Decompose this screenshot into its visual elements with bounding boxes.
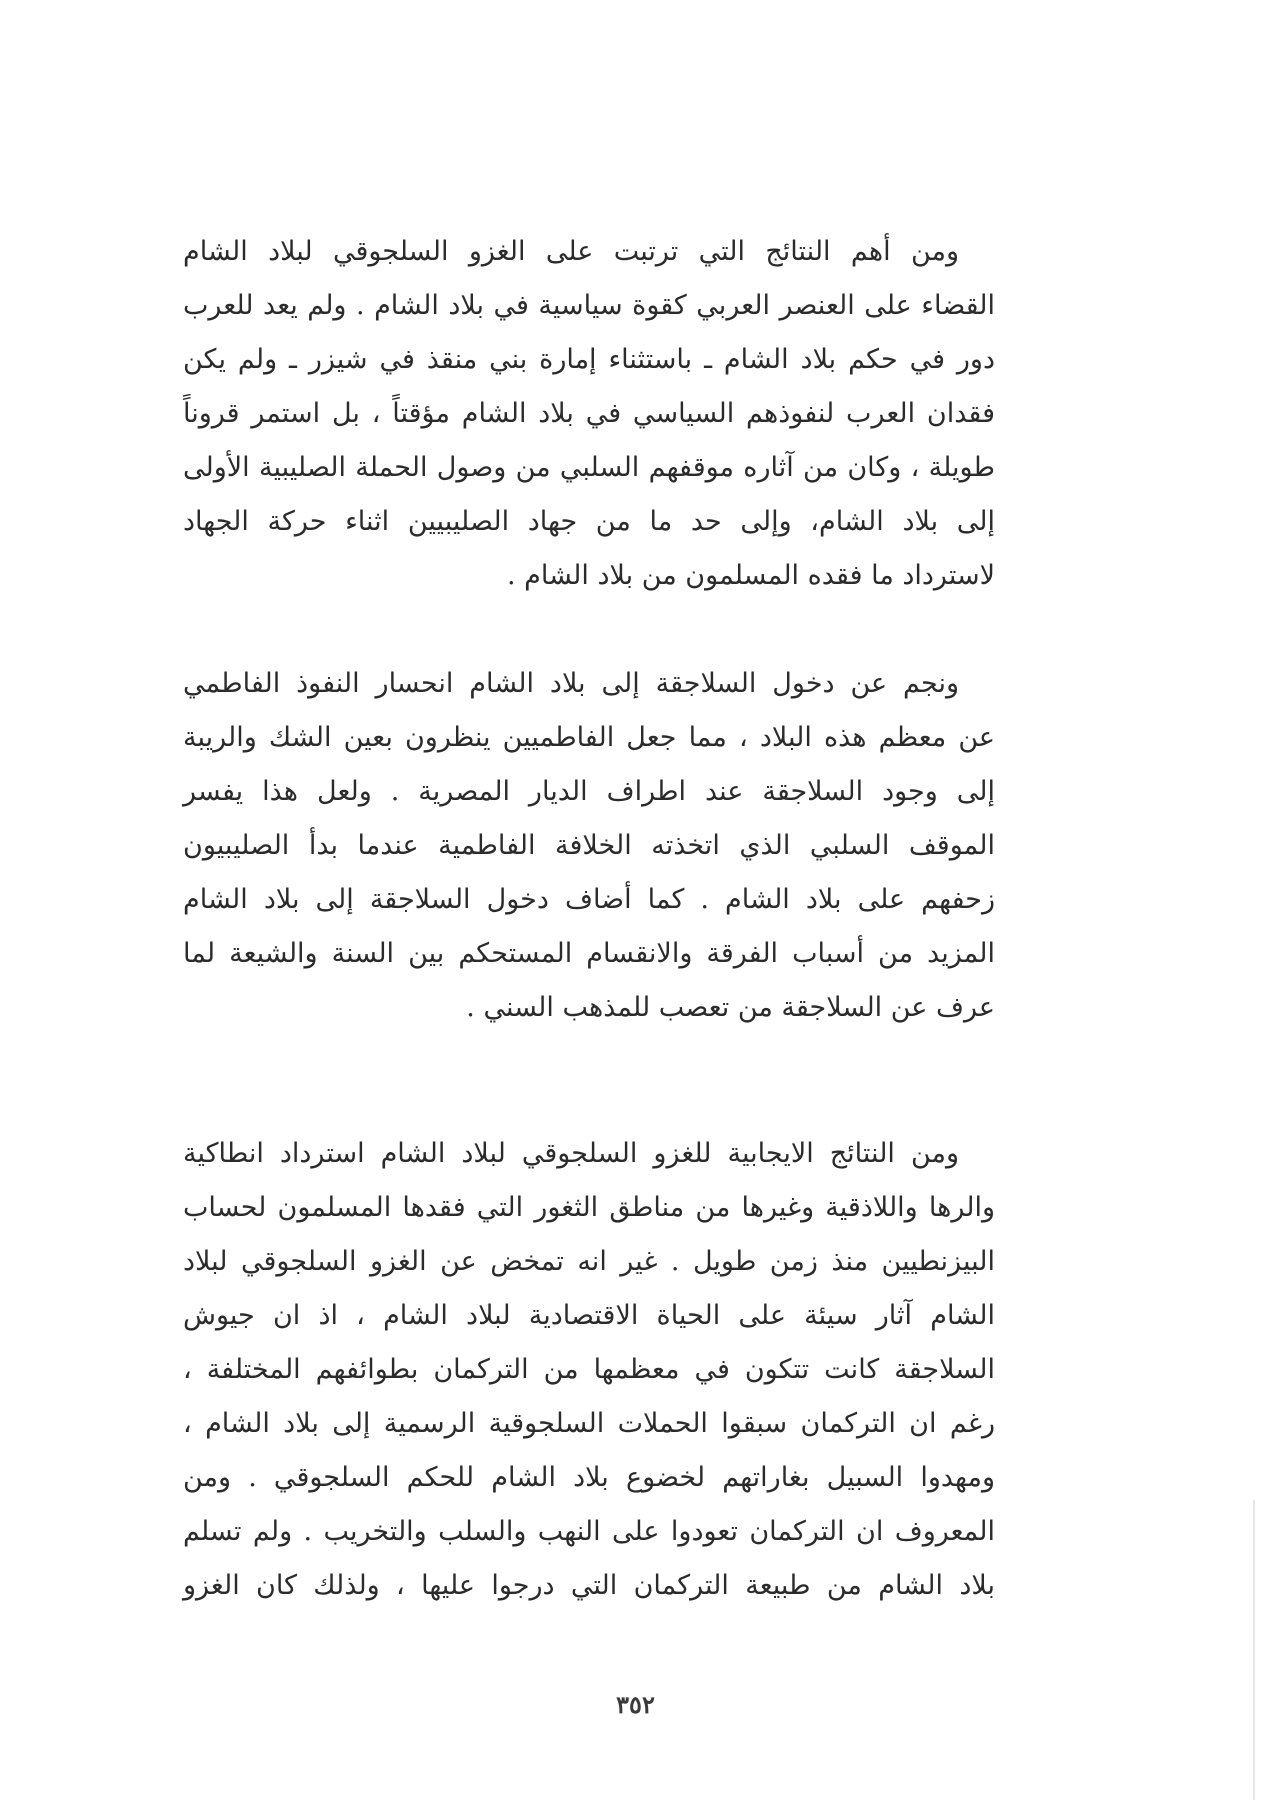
- text-line: الموقف السلبي الذي اتخذته الخلافة الفاطمية عندما بدأ الصليبيون: [183, 830, 995, 861]
- text-line: إلى وجود السلاجقة عند اطراف الديار المصرية . ولعل هذا يفسر: [183, 776, 995, 807]
- text-line: ونجم عن دخول السلاجقة إلى بلاد الشام انحسار النفوذ الفاطمي: [183, 668, 959, 699]
- text-line: رغم ان التركمان سبقوا الحملات السلجوقية الرسمية إلى بلاد الشام ،: [183, 1408, 995, 1439]
- text-line: والرها واللاذقية وغيرها من مناطق الثغور التي فقدها المسلمون لحساب: [183, 1192, 995, 1223]
- text-line: السلاجقة كانت تتكون في معظمها من التركمان بطوائفهم المختلفة ،: [183, 1354, 995, 1385]
- page-number: ٣٥٢: [616, 1690, 655, 1719]
- text-line: عرف عن السلاجقة من تعصب للمذهب السني .: [466, 992, 995, 1023]
- text-line: ومهدوا السبيل بغاراتهم لخضوع بلاد الشام للحكم السلجوقي . ومن: [183, 1462, 995, 1493]
- text-line: زحفهم على بلاد الشام . كما أضاف دخول السلاجقة إلى بلاد الشام: [183, 884, 995, 915]
- page-edge-line: [1253, 1500, 1255, 1800]
- text-line: ومن أهم النتائج التي ترتبت على الغزو السلجوقي لبلاد الشام: [183, 236, 959, 267]
- text-line: القضاء على العنصر العربي كقوة سياسية في بلاد الشام . ولم يعد للعرب: [183, 290, 995, 321]
- text-line: البيزنطيين منذ زمن طويل . غير انه تمخض عن الغزو السلجوقي لبلاد: [183, 1246, 995, 1277]
- text-line: إلى بلاد الشام، وإلى حد ما من جهاد الصليبيين اثناء حركة الجهاد: [183, 506, 995, 537]
- text-line: بلاد الشام من طبيعة التركمان التي درجوا عليها ، ولذلك كان الغزو: [183, 1570, 995, 1601]
- text-line: طويلة ، وكان من آثاره موقفهم السلبي من وصول الحملة الصليبية الأولى: [183, 452, 995, 483]
- text-line: دور في حكم بلاد الشام ـ باستثناء إمارة بني منقذ في شيزر ـ ولم يكن: [183, 344, 995, 375]
- text-line: المزيد من أسباب الفرقة والانقسام المستحكم بين السنة والشيعة لما: [183, 938, 995, 969]
- paragraph-3: [183, 1127, 995, 1613]
- text-line: فقدان العرب لنفوذهم السياسي في بلاد الشام مؤقتاً ، بل استمر قروناً: [183, 398, 995, 429]
- paragraph-2: [183, 657, 995, 1035]
- text-line: لاسترداد ما فقده المسلمون من بلاد الشام .: [506, 560, 995, 591]
- text-line: عن معظم هذه البلاد ، مما جعل الفاطميين ينظرون بعين الشك والريبة: [183, 722, 995, 753]
- paragraph-1: [183, 225, 995, 603]
- text-line: المعروف ان التركمان تعودوا على النهب والسلب والتخريب . ولم تسلم: [183, 1516, 995, 1547]
- text-line: ومن النتائج الايجابية للغزو السلجوقي لبلاد الشام استرداد انطاكية: [183, 1138, 959, 1169]
- text-line: الشام آثار سيئة على الحياة الاقتصادية لبلاد الشام ، اذ ان جيوش: [183, 1300, 995, 1331]
